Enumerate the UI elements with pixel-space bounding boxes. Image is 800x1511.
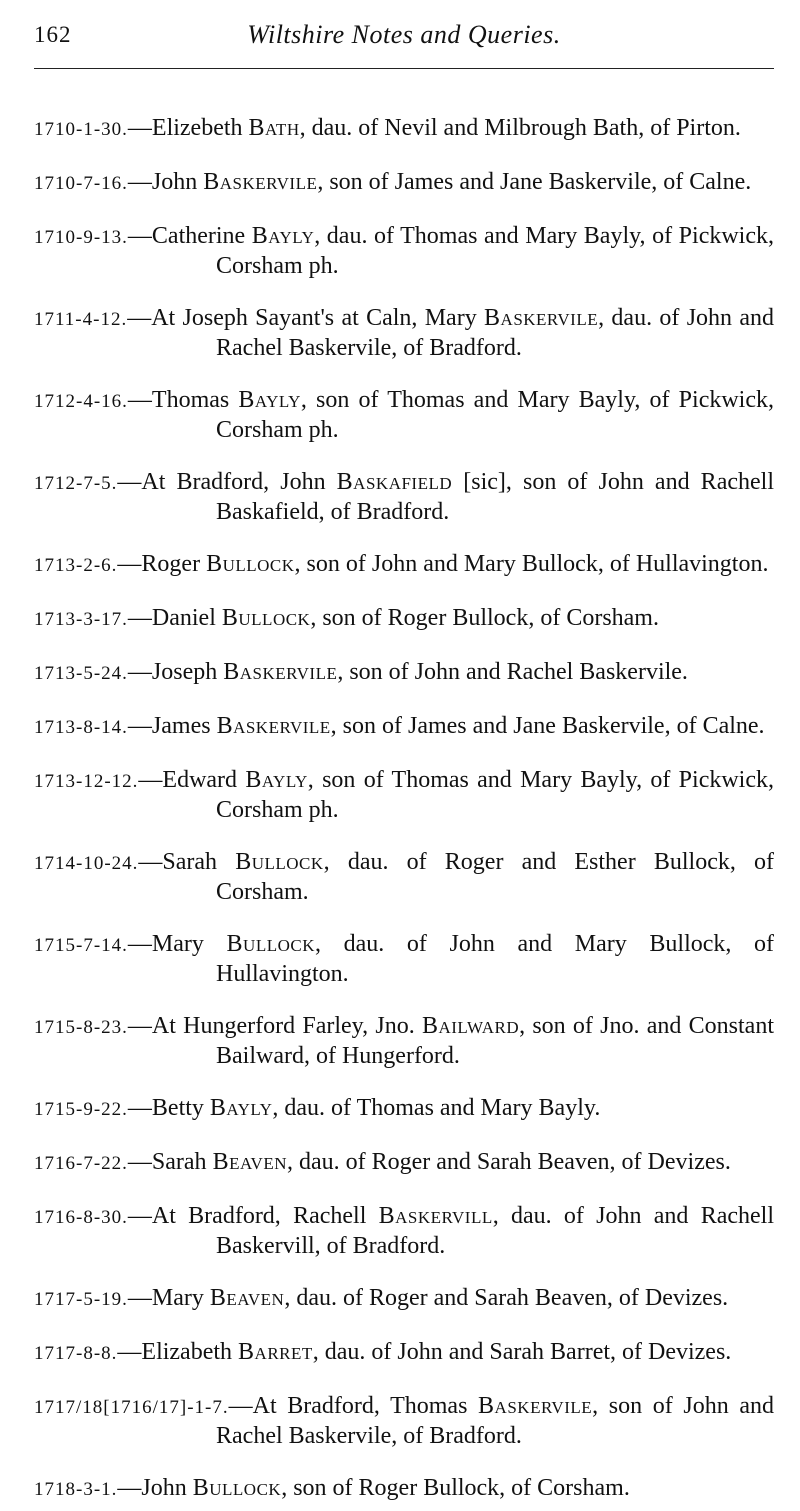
entry-date: 1710-7-16. [34,173,128,194]
entry-surname: Bullock [235,849,324,875]
entry-date: 1713-2-6. [34,555,118,576]
page-header [34,18,774,52]
entry-surname: Baskervile [484,305,599,331]
entry-text-post: , dau. of Roger and Sarah Beaven, of Devizes. [286,1149,731,1175]
entry-text-pre: —Daniel [127,605,222,631]
entry-text-post: , dau. of John and Rachell Baskervill, of Bradford. [216,1203,774,1259]
entry-surname: Baskervile [216,713,331,739]
entry-text-post: , son of James and Jane Baskervile, of Calne. [317,169,752,195]
entry-surname: Baskervile [478,1393,593,1419]
header-rule [34,68,774,69]
entry-text-pre: —Sarah [127,1149,213,1175]
entry-surname: Bullock [226,931,315,957]
entry-date: 1711-4-12. [34,309,128,330]
entry-text-post: , son of Jno. and Constant Bailward, of Hungerford. [216,1013,774,1069]
page-number: 162 [34,22,72,47]
entry-surname: Baskervile [223,659,338,685]
entry-surname: Bayly [209,1095,273,1121]
entry-date: 1710-9-13. [34,227,128,248]
entry-text-pre: —Betty [127,1095,210,1121]
entry-text-pre: —At Bradford, John [117,469,337,495]
entry-date: 1717-8-8. [34,1343,118,1364]
entry-surname: Bullock [192,1475,282,1501]
entry-surname: Bailward [421,1013,520,1039]
entry-date: 1712-4-16. [34,391,128,412]
entry-date: 1715-7-14. [34,935,128,956]
entry-text-post: , son of Roger Bullock, of Corsham. [281,1475,630,1501]
entry-surname: Beaven [212,1149,287,1175]
entry-surname: Baskervill [378,1203,493,1229]
entry-text-pre: —James [127,713,217,739]
entry-text-post: , son of John and Rachel Baskervile, of Bradford. [216,1393,774,1449]
entry-text-pre: —Elizabeth [117,1339,239,1365]
entry-date: 1714-10-24. [34,853,139,874]
register-entry [34,930,774,988]
register-entry [34,1284,774,1314]
register-entry [34,386,774,444]
entry-text-post: , son of Roger Bullock, of Corsham. [310,605,659,631]
register-entry [34,1148,774,1178]
entry-text-post: , dau. of Roger and Sarah Beaven, of Devizes. [284,1285,729,1311]
register-entry [34,168,774,198]
entry-date: 1717-5-19. [34,1289,128,1310]
register-entry [34,114,774,144]
entry-text-pre: —At Bradford, Thomas [228,1393,479,1419]
entry-text-pre: —Mary [127,1285,210,1311]
entry-text-pre: —Roger [117,551,207,577]
entry-surname: Barret [238,1339,313,1365]
entry-date: 1712-7-5. [34,473,118,494]
entry-surname: Bullock [206,551,295,577]
entry-surname: Beaven [209,1285,285,1311]
entry-text-post: , dau. of Thomas and Mary Bayly. [272,1095,601,1121]
register-entry [34,1474,774,1504]
entry-text-post: , dau. of John and Mary Bullock, of Hullavington. [216,931,775,987]
register-entry [34,1202,774,1260]
entry-text-post: , son of Thomas and Mary Bayly, of Pickwick, Corsham ph. [216,387,775,443]
register-entry [34,658,774,688]
entry-text-post: , son of John and Rachel Baskervile. [337,659,688,685]
register-entries [34,90,774,1511]
entry-surname: Bayly [251,223,315,249]
entry-surname: Bayly [245,767,308,793]
entry-date: 1713-8-14. [34,717,128,738]
entry-surname: Baskafield [336,469,453,495]
entry-text-pre: —Mary [127,931,227,957]
entry-date: 1713-12-12. [34,771,139,792]
entry-text-post: , dau. of John and Rachel Baskervile, of Bradford. [216,305,775,361]
entry-date: 1715-9-22. [34,1099,128,1120]
entry-text-pre: —John [117,1475,193,1501]
entry-text-pre: —Elizebeth [127,115,249,141]
register-entry [34,1094,774,1124]
register-entry [34,848,774,906]
entry-text-pre: —John [127,169,204,195]
entry-text-post: , dau. of Thomas and Mary Bayly, of Pickwick, Corsham ph. [216,223,774,279]
entry-surname: Bullock [221,605,311,631]
entry-text-post: , dau. of John and Sarah Barret, of Devizes. [312,1339,732,1365]
register-entry [34,1392,774,1450]
entry-text-pre: —Joseph [127,659,224,685]
register-entry [34,604,774,634]
register-entry [34,222,774,280]
entry-text-post: , dau. of Roger and Esther Bullock, of Corsham. [216,849,775,905]
entry-text-post: , son of John and Mary Bullock, of Hullavington. [294,551,769,577]
register-entry [34,468,774,526]
register-entry [34,766,774,824]
register-entry [34,712,774,742]
register-entry [34,304,774,362]
entry-date: 1715-8-23. [34,1017,128,1038]
entry-text-pre: —Edward [138,767,246,793]
entry-surname: Bath [248,115,300,141]
entry-text-pre: —Catherine [127,223,252,249]
entry-date: 1713-3-17. [34,609,128,630]
entry-text-pre: —At Bradford, Rachell [127,1203,379,1229]
register-entry [34,550,774,580]
register-entry [34,1338,774,1368]
entry-date: 1710-1-30. [34,119,128,140]
entry-text-post: , son of James and Jane Baskervile, of Calne. [330,713,765,739]
entry-date: 1716-8-30. [34,1207,128,1228]
entry-text-pre: —Sarah [138,849,236,875]
entry-text-post: , son of Thomas and Mary Bayly, of Pickwick, Corsham ph. [216,767,774,823]
register-entry [34,1012,774,1070]
entry-date: 1716-7-22. [34,1153,128,1174]
entry-text-pre: —At Hungerford Farley, Jno. [127,1013,422,1039]
entry-surname: Baskervile [203,169,318,195]
entry-date: 1717/18[1716/17]-1-7. [34,1397,229,1418]
running-title: Wiltshire Notes and Queries. [247,20,561,49]
entry-date: 1713-5-24. [34,663,128,684]
entry-text-post: [sic], son of John and Rachell Baskafield, of Bradford. [216,469,774,525]
entry-text-pre: —At Joseph Sayant's at Caln, Mary [127,305,485,331]
entry-date: 1718-3-1. [34,1479,118,1500]
entry-text-post: , dau. of Nevil and Milbrough Bath, of Pirton. [299,115,741,141]
entry-text-pre: —Thomas [127,387,239,413]
entry-surname: Bayly [238,387,301,413]
